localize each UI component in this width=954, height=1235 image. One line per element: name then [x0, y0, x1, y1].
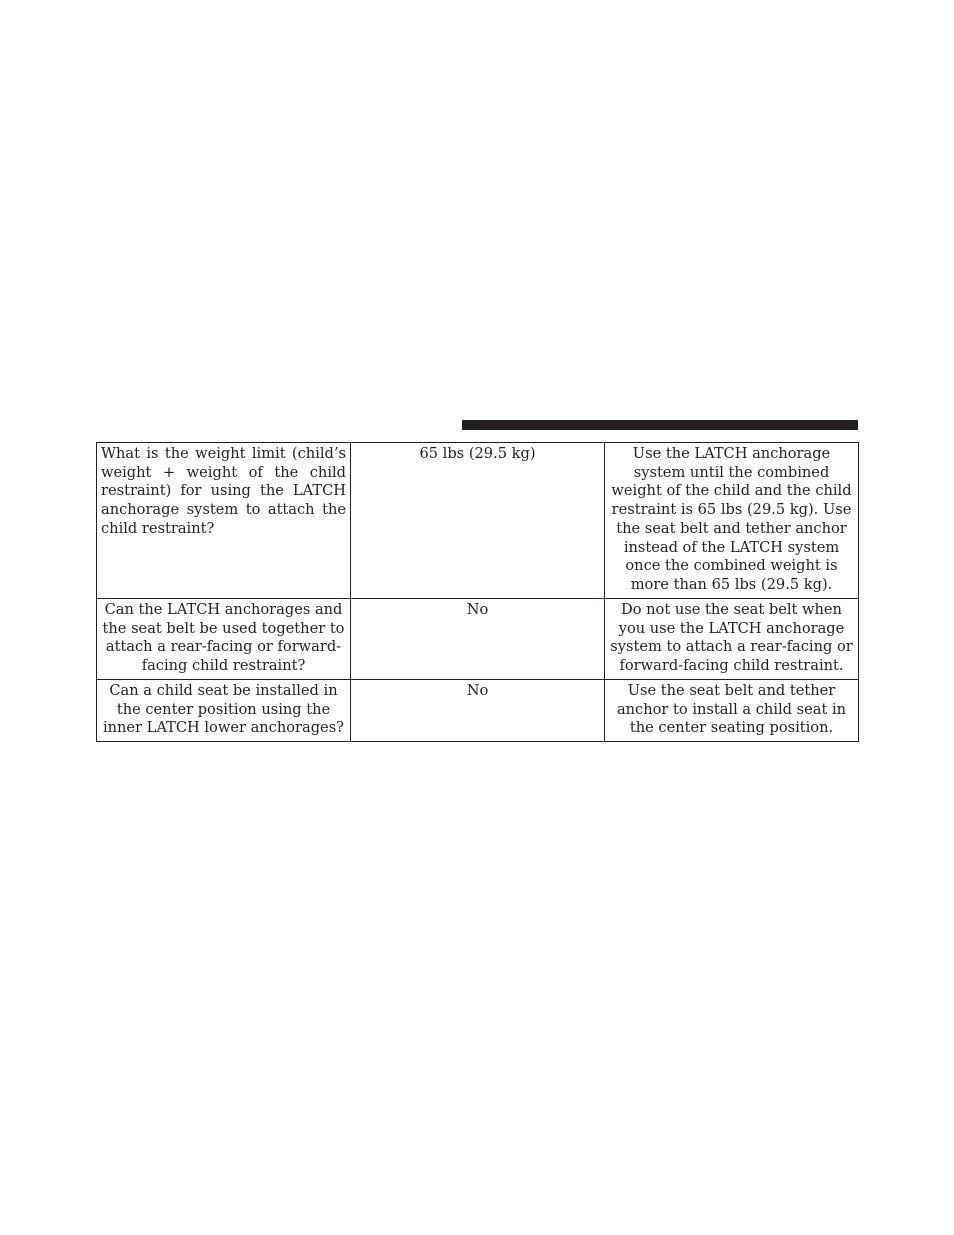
- table-row: [97, 679, 859, 741]
- answer-cell: No: [351, 679, 605, 741]
- latch-faq-table: [96, 442, 859, 742]
- table-row: [97, 443, 859, 599]
- comment-cell: Use the LATCH anchorage system until the combined weight of the child and the child restraint is 65 lbs (29.5 kg). Use the seat belt and tether anchor instead of the LATCH system once the combined weight is more than 65 lbs (29.5 kg).: [605, 443, 859, 599]
- comment-cell: Use the seat belt and tether anchor to install a child seat in the center seating position.: [605, 679, 859, 741]
- section-header-bar: [462, 420, 858, 430]
- question-cell: Can a child seat be installed in the center position using the inner LATCH lower anchorages?: [97, 679, 351, 741]
- table-row: [97, 599, 859, 680]
- question-cell: Can the LATCH anchorages and the seat belt be used together to attach a rear-facing or forward-facing child restraint?: [97, 599, 351, 680]
- answer-cell: No: [351, 599, 605, 680]
- answer-cell: 65 lbs (29.5 kg): [351, 443, 605, 599]
- comment-cell: Do not use the seat belt when you use the LATCH anchorage system to attach a rear-facing or forward-facing child restraint.: [605, 599, 859, 680]
- question-cell: What is the weight limit (child’s weight + weight of the child restraint) for using the LATCH anchorage system to attach the child restraint?: [97, 443, 351, 599]
